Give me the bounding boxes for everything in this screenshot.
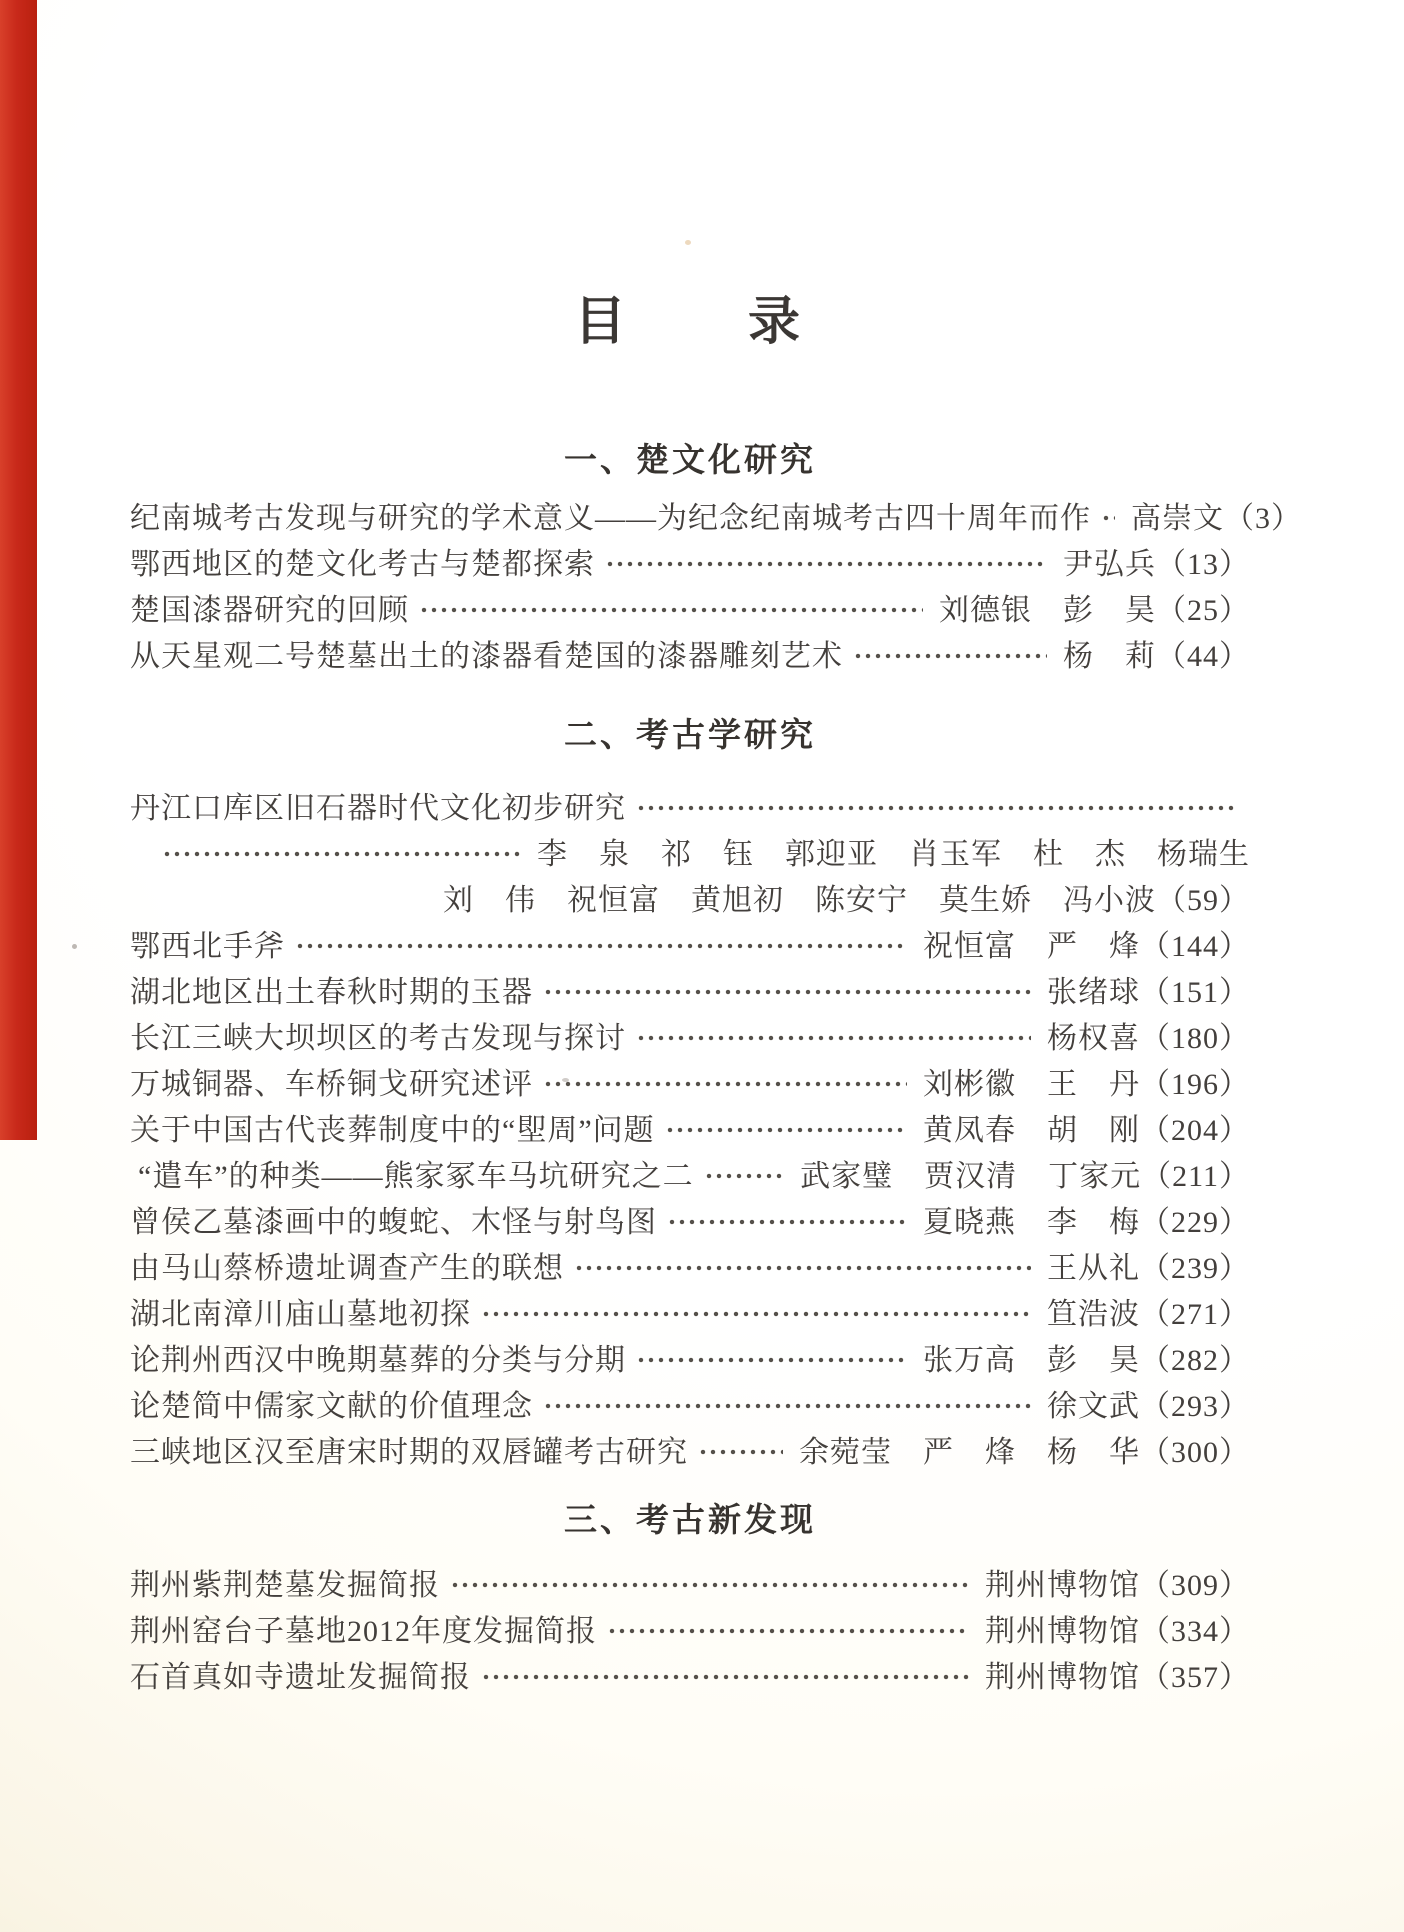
dot-leader	[543, 1391, 1031, 1421]
dot-leader	[481, 1662, 969, 1692]
toc-entry	[130, 1150, 1250, 1196]
entry-authors-page: 刘德银 彭 昊（25）	[939, 594, 1250, 627]
dot-leader	[636, 1345, 907, 1375]
toc-entry	[130, 1651, 1250, 1697]
entry-title: 鄂西地区的楚文化考古与楚都探索	[130, 548, 595, 581]
entry-title: 从天星观二号楚墓出土的漆器看楚国的漆器雕刻艺术	[130, 640, 843, 673]
toc-entry	[130, 920, 1250, 966]
dot-leader	[853, 641, 1047, 671]
dot-leader	[450, 1570, 969, 1600]
entry-title: 荆州紫荆楚墓发掘简报	[130, 1569, 440, 1602]
entry-title: 曾侯乙墓漆画中的蝮蛇、木怪与射鸟图	[130, 1206, 657, 1239]
toc-entry	[130, 1242, 1250, 1288]
dot-leader	[607, 1616, 969, 1646]
toc-entry	[130, 1288, 1250, 1334]
toc-page	[130, 0, 1302, 1697]
dot-leader	[295, 931, 907, 961]
entry-authors-page: 荆州博物馆（309）	[985, 1569, 1250, 1602]
dot-leader	[698, 1437, 783, 1467]
dot-leader	[665, 1115, 907, 1145]
entry-title: 鄂西北手斧	[130, 930, 285, 963]
toc-entry	[130, 630, 1250, 676]
toc-entry	[130, 1559, 1250, 1605]
section-2-entries	[130, 782, 1250, 1472]
entry-authors-page: 刘彬徽 王 丹（196）	[923, 1068, 1250, 1101]
entry-title: 荆州窑台子墓地2012年度发掘简报	[130, 1615, 597, 1648]
toc-entry	[130, 538, 1250, 584]
dot-leader	[605, 549, 1047, 579]
dot-leader	[543, 1069, 907, 1099]
dot-leader	[704, 1161, 784, 1191]
dot-leader	[636, 1023, 1031, 1053]
entry-title: 万城铜器、车桥铜戈研究述评	[130, 1068, 533, 1101]
toc-entry-authors-line	[130, 874, 1250, 920]
entry-authors-page: 黄凤春 胡 刚（204）	[923, 1114, 1250, 1147]
scan-speck	[72, 944, 77, 949]
entry-title: 长江三峡大坝坝区的考古发现与探讨	[130, 1022, 626, 1055]
toc-entry	[130, 492, 1302, 538]
entry-authors-page: 余菀莹 严 烽 杨 华（300）	[799, 1436, 1250, 1469]
dot-leader	[574, 1253, 1031, 1283]
toc-entry	[130, 1334, 1250, 1380]
entry-authors-page: 笪浩波（271）	[1047, 1298, 1250, 1331]
entry-title: 论荆州西汉中晚期墓葬的分类与分期	[130, 1344, 626, 1377]
section-3-entries	[130, 1559, 1250, 1697]
entry-authors-page: 夏晓燕 李 梅（229）	[923, 1206, 1250, 1239]
toc-entry	[130, 1605, 1250, 1651]
entry-authors-page: 荆州博物馆（334）	[985, 1615, 1250, 1648]
section-heading-2: 二、考古学研究	[564, 716, 816, 753]
dot-leader	[481, 1299, 1031, 1329]
entry-title: “遣车”的种类——熊家冢车马坑研究之二	[138, 1160, 694, 1193]
toc-entry	[130, 1196, 1250, 1242]
toc-entry	[130, 584, 1250, 630]
entry-title: 三峡地区汉至唐宋时期的双唇罐考古研究	[130, 1436, 688, 1469]
page-title: 目 录	[573, 294, 806, 351]
entry-authors-page: 张万高 彭 昊（282）	[923, 1344, 1250, 1377]
toc-entry	[130, 1104, 1250, 1150]
dot-leader	[667, 1207, 907, 1237]
toc-entry-multiline-title	[130, 782, 1250, 828]
dot-leader	[419, 595, 923, 625]
toc-entry	[130, 1380, 1250, 1426]
entry-title: 湖北地区出土春秋时期的玉器	[130, 976, 533, 1009]
entry-title: 石首真如寺遗址发掘简报	[130, 1661, 471, 1694]
toc-entry	[130, 1012, 1250, 1058]
entry-authors-page: 祝恒富 严 烽（144）	[923, 930, 1250, 963]
entry-authors-page: 刘 伟 祝恒富 黄旭初 陈安宁 莫生娇 冯小波（59）	[443, 884, 1250, 917]
dot-leader	[162, 839, 521, 869]
book-red-edge-stripe	[0, 0, 37, 1140]
entry-title: 由马山蔡桥遗址调查产生的联想	[130, 1252, 564, 1285]
section-heading-3: 三、考古新发现	[564, 1501, 816, 1538]
entry-authors-page: 荆州博物馆（357）	[985, 1661, 1250, 1694]
entry-authors-page: 徐文武（293）	[1047, 1390, 1250, 1423]
toc-entry	[130, 1426, 1250, 1472]
entry-title: 丹江口库区旧石器时代文化初步研究	[130, 792, 626, 825]
dot-leader	[636, 793, 1234, 823]
entry-authors: 李 泉 祁 钰 郭迎亚 肖玉军 杜 杰 杨瑞生	[537, 838, 1250, 871]
entry-title: 湖北南漳川庙山墓地初探	[130, 1298, 471, 1331]
entry-authors-page: 杨权喜（180）	[1047, 1022, 1250, 1055]
entry-title: 纪南城考古发现与研究的学术意义——为纪念纪南城考古四十周年而作	[130, 502, 1091, 535]
toc-entry	[130, 1058, 1250, 1104]
entry-authors-page: 王从礼（239）	[1047, 1252, 1250, 1285]
entry-authors-page: 高崇文（3）	[1131, 502, 1302, 535]
section-1-entries	[130, 492, 1302, 676]
entry-authors-page: 张绪球（151）	[1047, 976, 1250, 1009]
dot-leader	[543, 977, 1031, 1007]
entry-authors-page: 杨 莉（44）	[1063, 640, 1250, 673]
dot-leader	[1101, 503, 1115, 533]
entry-title: 论楚简中儒家文献的价值理念	[130, 1390, 533, 1423]
entry-title: 楚国漆器研究的回顾	[130, 594, 409, 627]
toc-entry	[130, 966, 1250, 1012]
entry-title: 关于中国古代丧葬制度中的“堲周”问题	[130, 1114, 655, 1147]
toc-entry-authors-line	[130, 828, 1250, 874]
entry-authors-page: 武家璧 贾汉清 丁家元（211）	[800, 1160, 1250, 1193]
section-heading-1: 一、楚文化研究	[564, 441, 816, 478]
entry-authors-page: 尹弘兵（13）	[1063, 548, 1250, 581]
